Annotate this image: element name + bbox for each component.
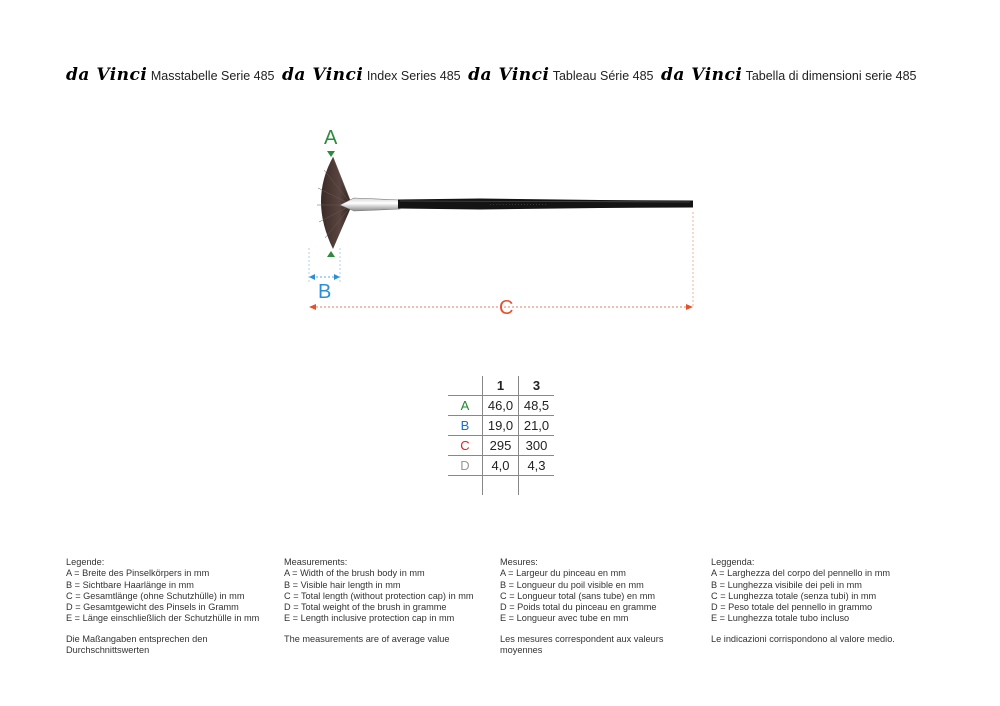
legend-german [66,557,259,656]
table-row [448,396,554,416]
table-cell: 4,3 [519,456,555,476]
brand-logo: da Vinci [66,65,148,85]
legend-line: E = Lunghezza totale tubo incluso [711,613,850,624]
dimension-c-arrow-right [686,304,693,310]
table-row [448,436,554,456]
legend-title: Leggenda: [711,557,755,567]
legends [66,557,946,667]
legend-line: E = Länge einschließlich der Schutzhülle in mm [66,613,260,624]
table-cell: 19,0 [483,416,519,436]
legend-line: B = Visible hair length in mm [284,579,401,590]
legend-note-line: moyennes [500,645,543,656]
legend-line: D = Poids total du pinceau en gramme [500,602,657,613]
legend-title: Mesures: [500,557,538,567]
legend-note [711,634,895,645]
legend-note [66,634,259,657]
legend-note [500,634,663,657]
header-title-en: Index Series 485 [366,69,461,83]
legend-line: C = Lunghezza totale (senza tubi) in mm [711,590,877,601]
legend-note-line: The measurements are of average value [284,633,450,644]
dimension-a-arrow-top [327,151,335,157]
table-cell: 4,0 [483,456,519,476]
legend-note-line: Die Maßangaben entsprechen den [66,633,208,644]
brand-logo: da Vinci [468,65,550,85]
legend-line: D = Gesamtgewicht des Pinsels in Gramm [66,602,239,613]
legend-line: E = Longueur avec tube en mm [500,613,629,624]
size-column-header: 3 [519,376,555,396]
dimension-a-arrow-bottom [327,251,335,257]
legend-title: Measurements: [284,557,348,567]
table-row-empty [448,476,554,496]
legend-line: C = Gesamtlänge (ohne Schutzhülle) in mm [66,590,245,601]
table-cell: 21,0 [519,416,555,436]
legend-line: E = Length inclusive protection cap in mm [284,613,455,624]
header-title-de: Masstabelle Serie 485 [150,69,275,83]
legend-line: B = Lunghezza visibile dei peli in mm [711,579,862,590]
legend-line: A = Larghezza del corpo del pennello in mm [711,568,891,579]
header-title-it: Tabella di dimensioni serie 485 [745,69,917,83]
row-label-a: A [448,396,483,416]
table-cell: 48,5 [519,396,555,416]
row-label-c: C [448,436,483,456]
legend-english [284,557,474,645]
table-cell: 295 [483,436,519,456]
size-table [448,376,554,495]
legend-line: A = Largeur du pinceau en mm [500,568,626,579]
legend-title: Legende: [66,557,105,567]
legend-line: B = Sichtbare Haarlänge in mm [66,579,194,590]
legend-line: A = Width of the brush body in mm [284,568,425,579]
dimension-b-arrow-right [334,274,340,280]
table-cell: 46,0 [483,396,519,416]
header-title-fr: Tableau Série 485 [552,69,654,83]
legend-note-line: Durchschnittswerten [66,645,150,656]
legend-note [284,634,474,645]
legend-note-line: Le indicazioni corrispondono al valore medio. [711,633,895,644]
size-table-header-row [448,376,554,396]
dimension-c-arrow-left [309,304,316,310]
dimension-label-a: A [324,127,338,149]
legend-french [500,557,663,656]
legend-line: C = Total length (without protection cap) in mm [284,590,474,601]
handle-imprint: · · · · · · · · · · · · · · · · · · · [490,202,547,208]
table-cell [519,476,555,496]
brush-diagram [0,0,1000,340]
table-cell [448,476,483,496]
legend-italian [711,557,895,645]
table-row [448,456,554,476]
legend-line: B = Longueur du poil visible en mm [500,579,644,590]
dimension-label-b: B [318,281,332,303]
brand-logo: da Vinci [282,65,364,85]
legend-line: C = Longueur total (sans tube) en mm [500,590,655,601]
legend-line: A = Breite des Pinselkörpers in mm [66,568,210,579]
legend-line: D = Peso totale del pennello in grammo [711,602,873,613]
size-column-header: 1 [483,376,519,396]
table-row [448,416,554,436]
brand-logo: da Vinci [660,65,743,85]
dimension-b-arrow-left [309,274,315,280]
legend-line: D = Total weight of the brush in gramme [284,602,447,613]
row-label-b: B [448,416,483,436]
dimension-label-c: C [499,297,514,319]
table-cell: 300 [519,436,555,456]
table-corner-cell [448,376,483,396]
row-label-d: D [448,456,483,476]
legend-note-line: Les mesures correspondent aux valeurs [500,633,664,644]
table-cell [483,476,519,496]
